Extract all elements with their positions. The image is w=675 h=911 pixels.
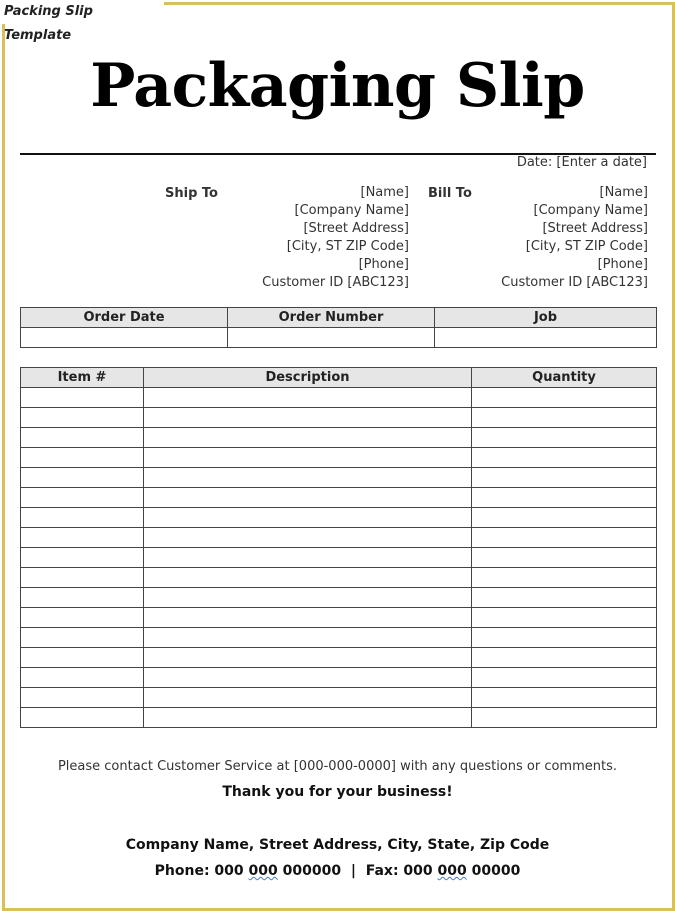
bill-to-line[interactable]: [City, ST ZIP Code] xyxy=(525,239,648,254)
description-cell[interactable] xyxy=(144,388,472,408)
table-row xyxy=(21,528,657,548)
table-row xyxy=(21,588,657,608)
description-cell[interactable] xyxy=(144,668,472,688)
quantity-cell[interactable] xyxy=(472,588,657,608)
bill-to-line[interactable]: [Name] xyxy=(599,185,648,200)
item-number-cell[interactable] xyxy=(21,648,144,668)
item-number-cell[interactable] xyxy=(21,428,144,448)
quantity-cell[interactable] xyxy=(472,688,657,708)
item-number-cell[interactable] xyxy=(21,508,144,528)
fax-label: Fax: 000 xyxy=(365,863,433,879)
description-cell[interactable] xyxy=(144,488,472,508)
bill-to-address xyxy=(501,184,648,292)
item-number-cell[interactable] xyxy=(21,628,144,648)
order-info-table xyxy=(20,307,657,348)
table-row xyxy=(21,548,657,568)
description-cell[interactable] xyxy=(144,568,472,588)
phone-label: Phone: 000 xyxy=(154,863,244,879)
table-row xyxy=(21,608,657,628)
table-row xyxy=(21,408,657,428)
item-number-cell[interactable] xyxy=(21,488,144,508)
description-cell[interactable] xyxy=(144,608,472,628)
quantity-cell[interactable] xyxy=(472,408,657,428)
item-number-cell[interactable] xyxy=(21,388,144,408)
ship-to-label: Ship To xyxy=(165,186,218,201)
order-date-cell[interactable] xyxy=(21,328,228,348)
description-cell[interactable] xyxy=(144,588,472,608)
quantity-cell[interactable] xyxy=(472,568,657,588)
fax-end: 00000 xyxy=(471,863,521,879)
quantity-cell[interactable] xyxy=(472,428,657,448)
item-number-header: Item # xyxy=(21,368,144,388)
bill-to-line[interactable]: [Phone] xyxy=(597,257,648,272)
quantity-cell[interactable] xyxy=(472,488,657,508)
item-number-cell[interactable] xyxy=(21,448,144,468)
bill-to-label: Bill To xyxy=(428,186,472,201)
description-cell[interactable] xyxy=(144,528,472,548)
table-row xyxy=(21,428,657,448)
quantity-cell[interactable] xyxy=(472,628,657,648)
table-row xyxy=(21,388,657,408)
table-row xyxy=(21,708,657,728)
quantity-cell[interactable] xyxy=(472,668,657,688)
ship-to-address xyxy=(262,184,409,292)
ship-to-line[interactable]: [Name] xyxy=(360,185,409,200)
contact-note: Please contact Customer Service at [000-000-0000] with any questions or comments. xyxy=(57,759,618,774)
item-number-cell[interactable] xyxy=(21,708,144,728)
description-cell[interactable] xyxy=(144,708,472,728)
item-number-cell[interactable] xyxy=(21,608,144,628)
order-date-header: Order Date xyxy=(21,308,228,328)
table-row xyxy=(21,568,657,588)
order-number-cell[interactable] xyxy=(228,328,435,348)
description-header: Description xyxy=(144,368,472,388)
document-tab-title: Packing Slip Template xyxy=(0,0,164,24)
items-table xyxy=(20,367,657,728)
description-cell[interactable] xyxy=(144,428,472,448)
thank-you-note: Thank you for your business! xyxy=(222,784,453,800)
ship-to-line[interactable]: [City, ST ZIP Code] xyxy=(286,239,409,254)
bill-to-line[interactable]: Customer ID [ABC123] xyxy=(501,275,648,290)
table-row xyxy=(21,508,657,528)
item-number-cell[interactable] xyxy=(21,568,144,588)
quantity-cell[interactable] xyxy=(472,548,657,568)
ship-to-line[interactable]: Customer ID [ABC123] xyxy=(262,275,409,290)
quantity-cell[interactable] xyxy=(472,608,657,628)
description-cell[interactable] xyxy=(144,508,472,528)
quantity-cell[interactable] xyxy=(472,648,657,668)
item-number-cell[interactable] xyxy=(21,588,144,608)
phone-end: 000000 xyxy=(282,863,342,879)
description-cell[interactable] xyxy=(144,688,472,708)
quantity-cell[interactable] xyxy=(472,708,657,728)
item-number-cell[interactable] xyxy=(21,408,144,428)
phone-fax-line xyxy=(0,863,675,879)
date-value[interactable]: [Enter a date] xyxy=(556,155,647,170)
table-row xyxy=(21,448,657,468)
bill-to-line[interactable]: [Company Name] xyxy=(533,203,648,218)
item-number-cell[interactable] xyxy=(21,688,144,708)
date-label: Date: xyxy=(516,155,553,170)
quantity-header: Quantity xyxy=(472,368,657,388)
quantity-cell[interactable] xyxy=(472,388,657,408)
quantity-cell[interactable] xyxy=(472,508,657,528)
company-address-line: Company Name, Street Address, City, State, Zip Code xyxy=(125,837,550,853)
quantity-cell[interactable] xyxy=(472,528,657,548)
ship-to-line[interactable]: [Company Name] xyxy=(294,203,409,218)
separator: | xyxy=(345,863,361,879)
item-number-cell[interactable] xyxy=(21,548,144,568)
description-cell[interactable] xyxy=(144,648,472,668)
table-row xyxy=(21,668,657,688)
description-cell[interactable] xyxy=(144,448,472,468)
job-cell[interactable] xyxy=(435,328,657,348)
fax-middle: 000 xyxy=(437,863,467,879)
quantity-cell[interactable] xyxy=(472,468,657,488)
item-number-cell[interactable] xyxy=(21,668,144,688)
description-cell[interactable] xyxy=(144,408,472,428)
table-row xyxy=(21,488,657,508)
description-cell[interactable] xyxy=(144,628,472,648)
table-row xyxy=(21,688,657,708)
quantity-cell[interactable] xyxy=(472,448,657,468)
ship-to-line[interactable]: [Street Address] xyxy=(303,221,409,236)
description-cell[interactable] xyxy=(144,548,472,568)
item-number-cell[interactable] xyxy=(21,468,144,488)
order-number-header: Order Number xyxy=(228,308,435,328)
table-row xyxy=(21,628,657,648)
job-header: Job xyxy=(435,308,657,328)
item-number-cell[interactable] xyxy=(21,528,144,548)
table-row xyxy=(21,328,657,348)
table-row xyxy=(21,468,657,488)
page-title: Packaging Slip xyxy=(90,51,585,121)
description-cell[interactable] xyxy=(144,468,472,488)
table-row xyxy=(21,648,657,668)
bill-to-line[interactable]: [Street Address] xyxy=(542,221,648,236)
phone-middle: 000 xyxy=(248,863,278,879)
ship-to-line[interactable]: [Phone] xyxy=(358,257,409,272)
date-field[interactable] xyxy=(517,155,647,170)
